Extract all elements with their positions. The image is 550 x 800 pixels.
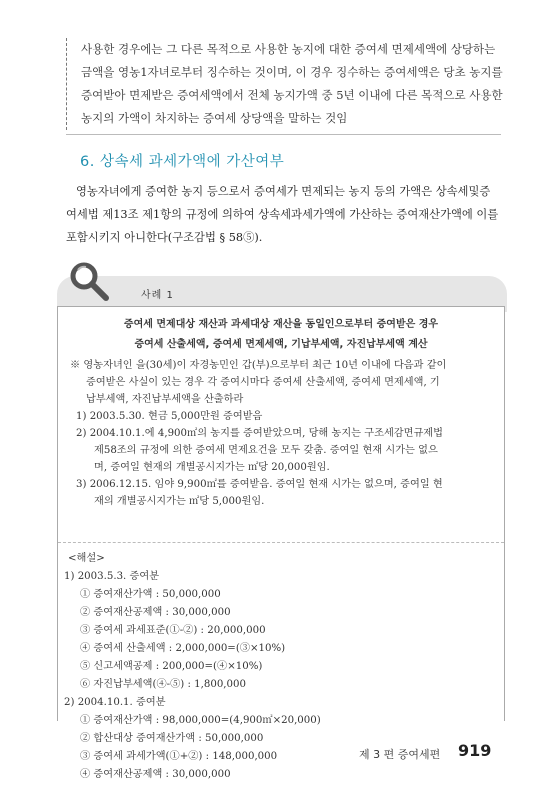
magnifier-icon [64,258,136,310]
solution-heading: <해설> [68,553,105,564]
quote-line: 금액을 영농1자녀로부터 징수하는 것이며, 이 경우 징수하는 증여세액은 당초 농지를 [81,65,503,79]
solution-line: ③ 증여세 과세가액(①+②) : 148,000,000 [80,751,278,762]
solution-divider [58,542,504,543]
section-paragraph [66,180,504,249]
case-title-line: 증여세 면제대상 재산과 과세대상 재산을 동일인으로부터 증여받은 경우 [123,319,439,330]
solution-line: ⑥ 자진납부세액(④-⑤) : 1,800,000 [80,679,246,690]
case-body-line: ※ 영농자녀인 을(30세)이 자경농민인 갑(부)으로부터 최근 10년 이내에 다음과 같이 [70,360,447,371]
solution-line: ① 증여재산가액 : 50,000,000 [80,589,221,600]
case-body-line: 증여받은 사실이 있는 경우 각 증여시마다 증여세 산출세액, 증여세 면제세액, 기 [86,377,440,388]
section-divider [66,134,501,135]
solution-line: ④ 증여재산공제액 : 30,000,000 [80,769,231,780]
solution-line: 2) 2004.10.1. 증여분 [64,697,166,708]
case-body-line: 납부세액, 자진납부세액을 산출하라 [86,394,244,405]
footer-part: 제 3 편 증여세편 [359,748,441,761]
section-title: 6. 상속세 과세가액에 가산여부 [80,154,285,170]
case-body-line: 2) 2004.10.1.에 4,900㎡의 농지를 증여받았으며, 당해 농지는 구조세감면규제법 [76,428,443,439]
page-number: 919 [458,741,492,760]
solution-line: ② 합산대상 증여재산가액 : 50,000,000 [80,733,264,744]
quote-line: 증여받아 면제받은 증여세액에서 전체 농지가액 중 5년 이내에 다른 목적으로 사용한 [81,88,503,102]
solution-line: ④ 증여세 산출세액 : 2,000,000=(③×10%) [80,643,286,654]
case-body-line: 며, 증여일 현재의 개별공시지가는 ㎡당 20,000원임. [94,462,330,473]
case-body-line: 1) 2003.5.30. 현금 5,000만원 증여받음 [76,411,263,422]
solution-line: ② 증여재산공제액 : 30,000,000 [80,607,231,618]
quote-line: 사용한 경우에는 그 다른 목적으로 사용한 농지에 대한 증여세 면제세액에 상당하는 [81,42,496,56]
case-body-line: 재의 개별공시지가는 ㎡당 5,000원임. [94,496,265,507]
quote-line: 농지의 가액이 차지하는 증여세 상당액을 말하는 것임 [81,111,348,125]
solution-line: ③ 증여세 과세표준(①-②) : 20,000,000 [80,625,266,636]
case-label: 사례 1 [141,290,174,301]
solution-line: 1) 2003.5.3. 증여분 [64,571,160,582]
case-body-line: 3) 2006.12.15. 임야 9,900㎡를 증여받음. 증여일 현재 시가는 없으며, 증여일 현 [76,479,443,490]
paragraph-line: 여세법 제13조 제1항의 규정에 의하여 상속세과세가액에 가산하는 증여재산가액에 이를 [66,208,499,221]
case-title-line: 증여세 산출세액, 증여세 면제세액, 기납부세액, 자진납부세액 계산 [134,339,428,350]
paragraph-line: 영농자녀에게 증여한 농지 등으로서 증여세가 면제되는 농지 등의 가액은 상속세및증 [76,185,491,198]
case-body-line: 제58조의 규정에 의한 증여세 면제요건을 모두 갖춤. 증여일 현재 시가는 없으 [94,445,438,456]
case-title [58,315,504,355]
solution-line: ⑤ 신고세액공제 : 200,000=(④×10%) [80,661,263,672]
solution-line: ① 증여재산가액 : 98,000,000=(4,900㎡×20,000) [80,715,321,726]
intro-quote [66,38,516,130]
paragraph-line: 포함시키지 아니한다(구조감법 § 58⑤). [66,231,263,244]
